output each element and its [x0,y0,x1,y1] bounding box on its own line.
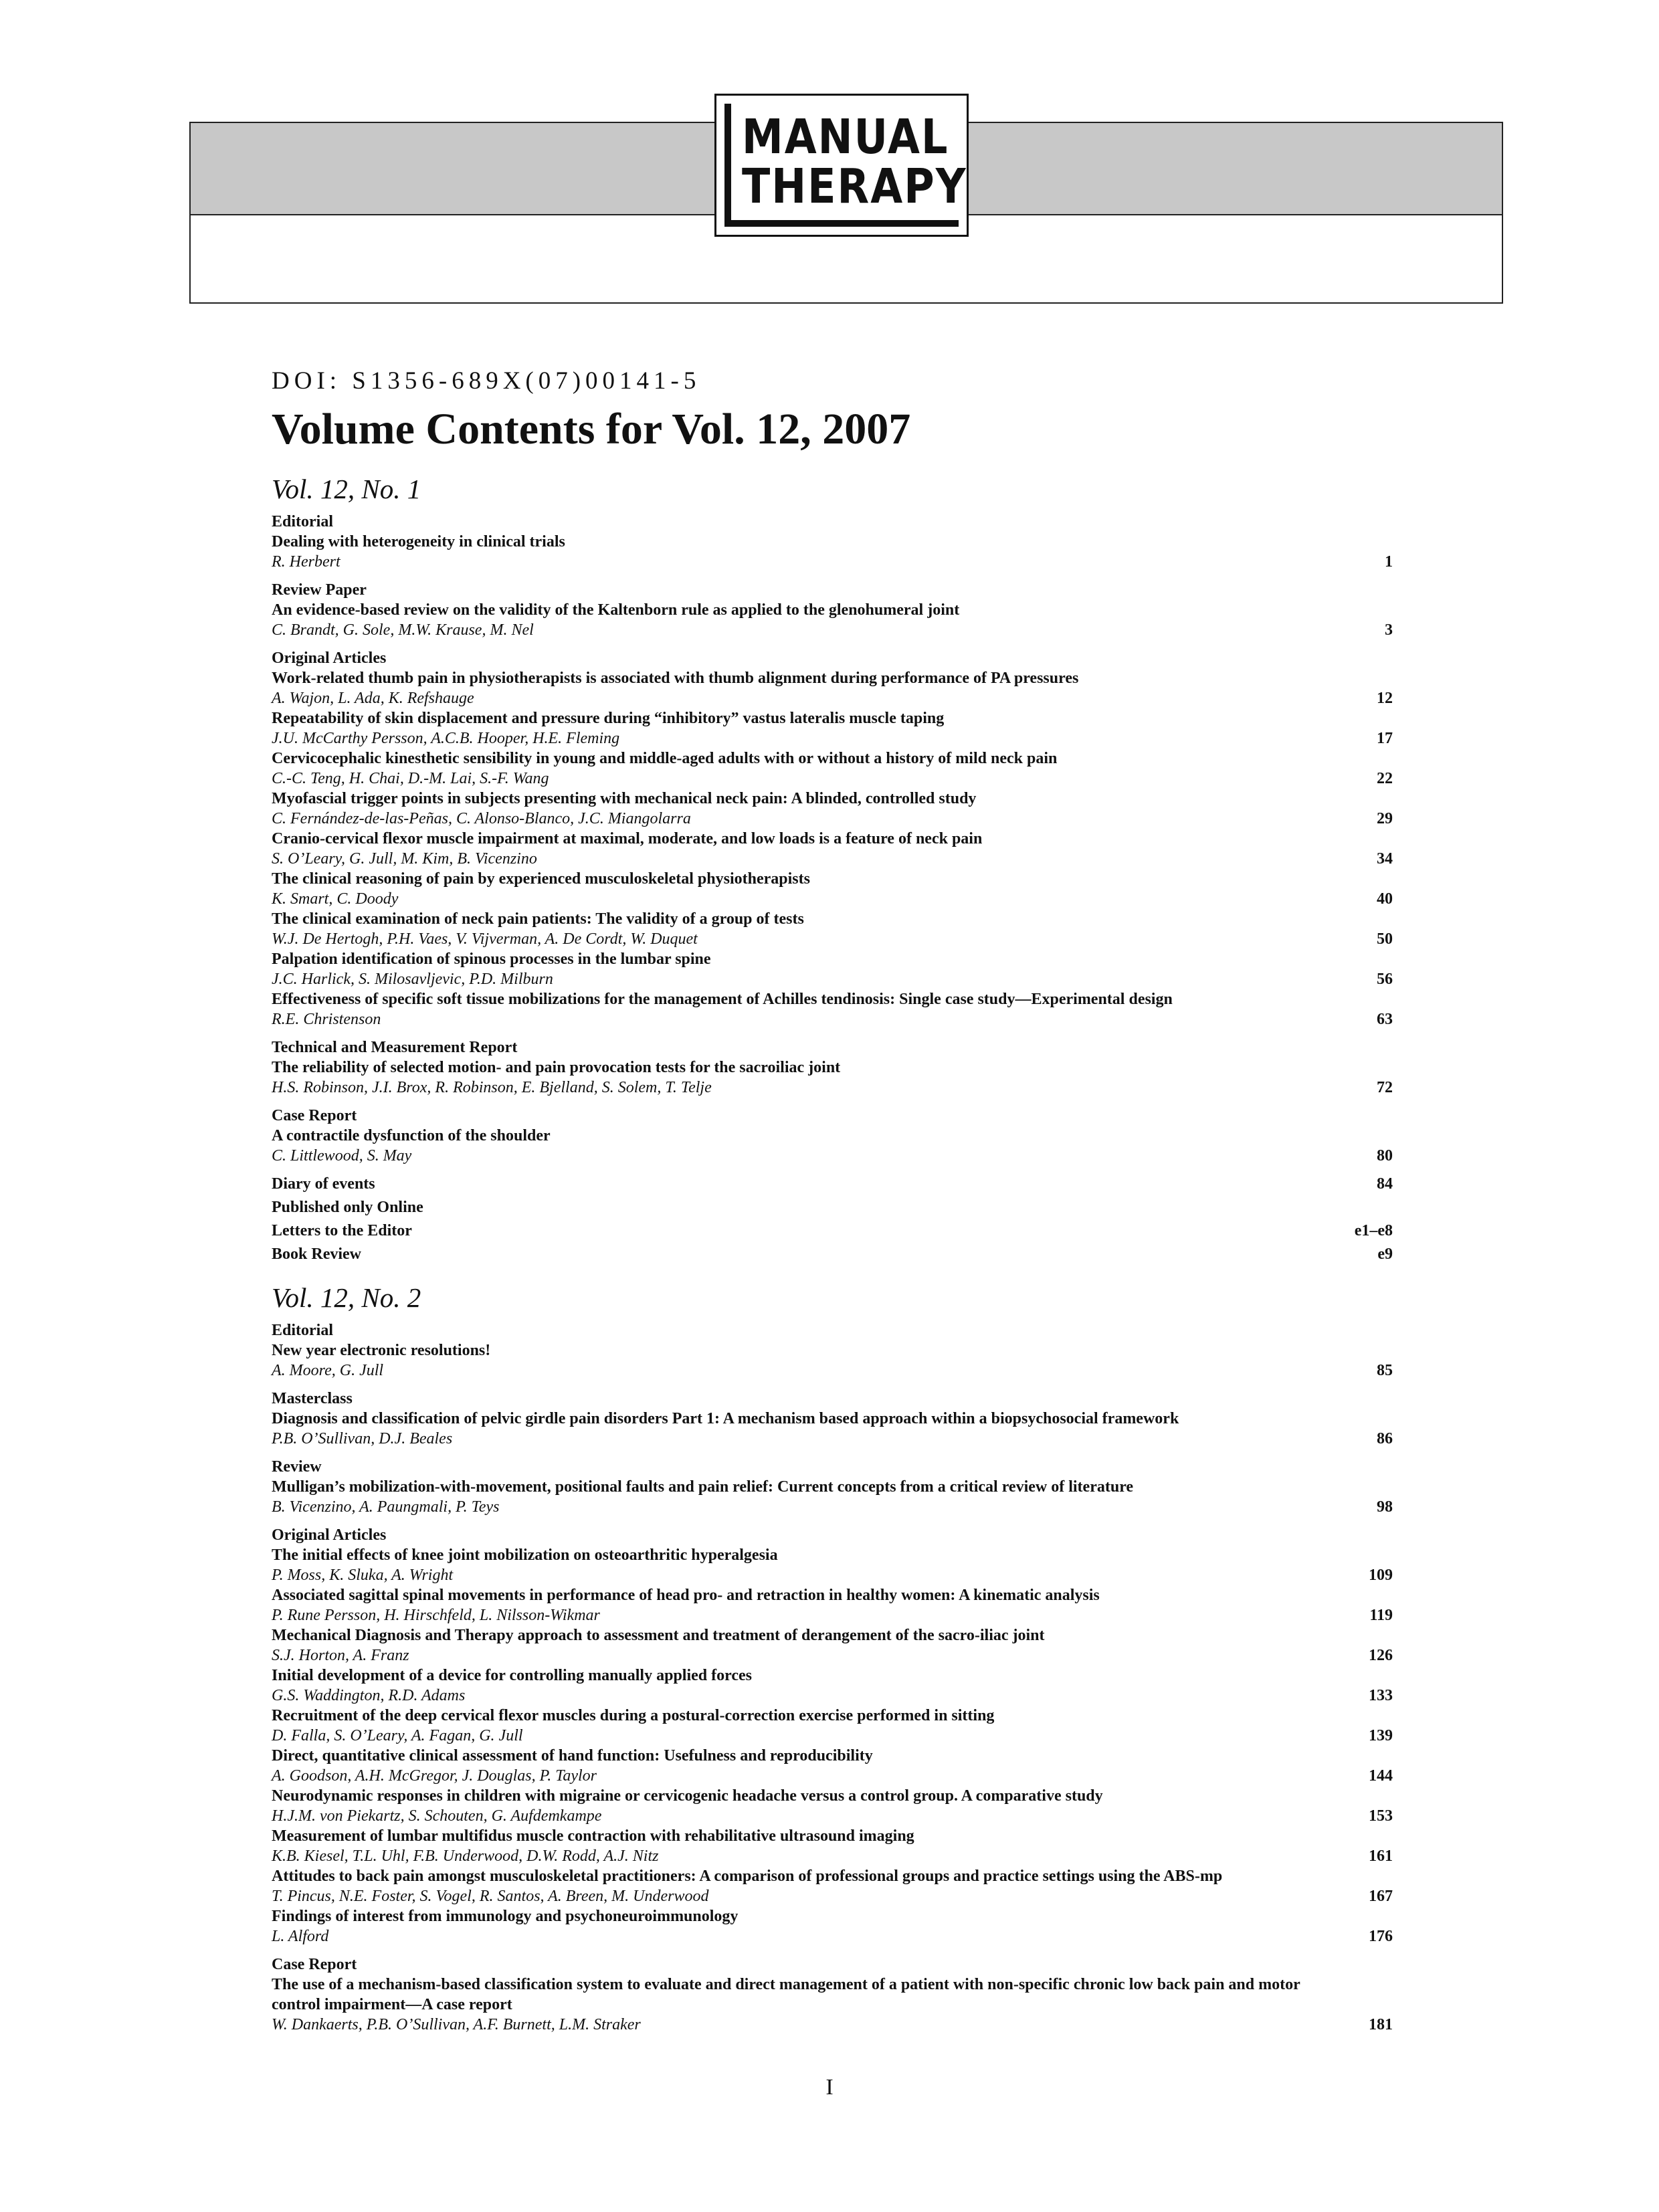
toc-section [272,1389,1393,1449]
toc-entry [272,1585,1393,1625]
article-page: 56 [1377,971,1393,988]
article-title[interactable]: An evidence-based review on the validity of the Kaltenborn rule as applied to the glenohumeral joint [272,601,960,619]
section-heading: Original Articles [272,1526,387,1544]
toc-entry [272,1706,1393,1746]
toc-entry [272,1409,1393,1449]
article-page: 17 [1377,730,1393,747]
article-authors: D. Falla, S. O’Leary, A. Fagan, G. Jull [272,1727,523,1744]
article-authors: K.B. Kiesel, T.L. Uhl, F.B. Underwood, D.W. Rodd, A.J. Nitz [272,1847,659,1865]
article-page: 167 [1369,1888,1393,1905]
article-authors: R. Herbert [272,553,340,571]
toc-entry [272,1746,1393,1786]
toc-entry [272,668,1393,708]
toc-entry [272,989,1393,1029]
article-authors: C. Fernández-de-las-Peñas, C. Alonso-Blanco, J.C. Miangolarra [272,810,691,827]
doi: DOI: S1356-689X(07)00141-5 [272,367,701,395]
toc-entry [272,1625,1393,1666]
toc-entry [272,1866,1393,1906]
article-page: 126 [1369,1647,1393,1664]
article-page: 176 [1369,1928,1393,1945]
logo-line-1: MANUAL [742,108,949,165]
article-page: 50 [1377,930,1393,948]
toc-entry [272,789,1393,829]
section-heading: Review Paper [272,581,367,599]
article-byline [272,969,1393,989]
misc-entry [272,1197,1393,1217]
article-byline [272,1766,1393,1786]
toc-entry [272,1786,1393,1826]
article-byline [272,688,1393,708]
toc-section [272,580,1393,640]
article-authors: W.J. De Hertogh, P.H. Vaes, V. Vijverman, A. De Cordt, W. Duquet [272,930,698,948]
section-heading: Original Articles [272,649,387,667]
article-page: 133 [1369,1687,1393,1704]
article-authors: H.S. Robinson, J.I. Brox, R. Robinson, E. Bjelland, S. Solem, T. Telje [272,1079,712,1096]
toc-entry [272,708,1393,748]
toc-section [272,1106,1393,1166]
article-page: 139 [1369,1727,1393,1744]
article-page: 22 [1377,770,1393,787]
article-title[interactable]: Effectiveness of specific soft tissue mobilizations for the management of Achilles tendinosis: Single case study—Experimental design [272,991,1173,1008]
article-byline [272,1726,1393,1746]
article-title[interactable]: Recruitment of the deep cervical flexor muscles during a postural-correction exercise performed in sitting [272,1707,995,1724]
article-authors: G.S. Waddington, R.D. Adams [272,1687,466,1704]
article-authors: S. O’Leary, G. Jull, M. Kim, B. Vicenzino [272,850,537,868]
article-page: 119 [1369,1607,1393,1624]
section-heading: Review [272,1458,322,1476]
article-authors: K. Smart, C. Doody [272,890,399,908]
toc-entry [272,1826,1393,1866]
article-page: 153 [1369,1807,1393,1825]
article-byline [272,620,1393,640]
section-heading: Editorial [272,1322,334,1339]
article-title[interactable]: Attitudes to back pain amongst musculoskeletal practitioners: A comparison of professional groups and practice settings using the ABS-mp [272,1868,1223,1885]
article-authors: H.J.M. von Piekartz, S. Schouten, G. Aufdemkampe [272,1807,602,1825]
issue-heading: Vol. 12, No. 2 [272,1282,421,1313]
article-page: 109 [1369,1567,1393,1584]
toc-entry [272,829,1393,869]
article-byline [272,889,1393,909]
page-number: I [825,2075,834,2100]
article-byline [272,1886,1393,1906]
page-title: Volume Contents for Vol. 12, 2007 [272,405,911,454]
misc-label: Published only Online [272,1199,423,1216]
article-title[interactable]: The reliability of selected motion- and pain provocation tests for the sacroiliac joint [272,1059,841,1076]
article-byline [272,1846,1393,1866]
misc-entry [272,1244,1393,1264]
section-heading: Editorial [272,513,334,530]
article-title[interactable]: Diagnosis and classification of pelvic girdle pain disorders Part 1: A mechanism based approach within a biopsychosocial framework [272,1410,1179,1427]
article-byline [272,929,1393,949]
article-byline [272,2015,1393,2035]
section-heading: Technical and Measurement Report [272,1039,518,1056]
article-page: 63 [1377,1011,1393,1028]
article-authors: W. Dankaerts, P.B. O’Sullivan, A.F. Burnett, L.M. Straker [272,2016,641,2033]
article-byline [272,728,1393,748]
article-byline [272,1146,1393,1166]
misc-entry [272,1174,1393,1194]
article-authors: J.U. McCarthy Persson, A.C.B. Hooper, H.E. Fleming [272,730,620,747]
toc-entry [272,949,1393,989]
volume-contents [272,470,1393,2043]
article-page: 80 [1377,1147,1393,1165]
article-authors: P. Rune Persson, H. Hirschfeld, L. Nilsson-Wikmar [272,1607,600,1624]
article-title[interactable]: A contractile dysfunction of the shoulder [272,1127,551,1144]
article-byline [272,1605,1393,1625]
article-title[interactable]: Associated sagittal spinal movements in performance of head pro- and retraction in healthy women: A kinematic analysis [272,1587,1100,1604]
article-page: 12 [1377,690,1393,707]
article-byline [272,809,1393,829]
toc-section [272,1320,1393,1381]
article-page: 29 [1377,810,1393,827]
article-title[interactable]: The clinical reasoning of pain by experienced musculoskeletal physiotherapists [272,870,810,888]
toc-entry [272,1666,1393,1706]
toc-entry [272,1545,1393,1585]
issue-block [272,1279,1393,2035]
article-authors: R.E. Christenson [272,1011,381,1028]
toc-entry [272,1126,1393,1166]
misc-entry [272,1221,1393,1241]
article-title[interactable]: Dealing with heterogeneity in clinical trials [272,533,565,550]
section-heading: Masterclass [272,1390,353,1407]
toc-entry [272,1477,1393,1517]
article-title[interactable]: Neurodynamic responses in children with migraine or cervicogenic headache versus a control group. A comparative study [272,1787,1103,1805]
misc-page: e1–e8 [1354,1222,1393,1239]
toc-section [272,1037,1393,1098]
article-byline [272,1078,1393,1098]
toc-section [272,1457,1393,1517]
toc-section [272,512,1393,572]
toc-entry [272,748,1393,789]
article-authors: A. Moore, G. Jull [272,1362,384,1379]
toc-entry [272,1975,1393,2035]
logo-line-2: THERAPY [742,158,967,215]
toc-entry [272,909,1393,949]
article-byline [272,1686,1393,1706]
article-title[interactable]: Initial development of a device for controlling manually applied forces [272,1667,752,1684]
logo-frame [724,104,967,227]
article-byline [272,1645,1393,1666]
article-title[interactable]: Cervicocephalic kinesthetic sensibility in young and middle-aged adults with or without a history of mild neck pain [272,750,1058,767]
article-page: 40 [1377,890,1393,908]
article-title[interactable]: Repeatability of skin displacement and pressure during “inhibitory” vastus lateralis muscle taping [272,710,945,727]
journal-logo [714,94,969,237]
article-page: 144 [1369,1767,1393,1785]
article-byline [272,1497,1393,1517]
article-byline [272,1926,1393,1946]
toc-entry [272,532,1393,572]
toc-entry [272,1058,1393,1098]
misc-page: 84 [1377,1175,1393,1193]
article-title[interactable]: Work-related thumb pain in physiotherapists is associated with thumb alignment during performance of PA pressures [272,670,1079,687]
misc-label: Book Review [272,1245,361,1263]
misc-label: Diary of events [272,1175,375,1193]
article-title[interactable]: Palpation identification of spinous processes in the lumbar spine [272,950,711,968]
toc-section [272,1525,1393,1946]
toc-entry [272,869,1393,909]
article-title[interactable]: Direct, quantitative clinical assessment of hand function: Usefulness and reproducibility [272,1747,873,1765]
article-byline [272,1565,1393,1585]
article-byline [272,552,1393,572]
section-heading: Case Report [272,1956,357,1973]
toc-entry [272,600,1393,640]
article-page: 98 [1377,1498,1393,1516]
toc-section [272,648,1393,1029]
issue-heading: Vol. 12, No. 1 [272,474,421,504]
article-title[interactable]: Mulligan’s mobilization-with-movement, positional faults and pain relief: Current concepts from a critical review of literature [272,1478,1134,1496]
article-title[interactable]: The use of a mechanism-based classification system to evaluate and direct management of a patient with non-specific chronic low back pain and motor control impairment—A case report [272,1976,1300,2013]
article-authors: B. Vicenzino, A. Paungmali, P. Teys [272,1498,500,1516]
article-authors: C. Littlewood, S. May [272,1147,412,1165]
article-page: 72 [1377,1079,1393,1096]
article-authors: C.-C. Teng, H. Chai, D.-M. Lai, S.-F. Wang [272,770,549,787]
article-authors: P.B. O’Sullivan, D.J. Beales [272,1430,453,1447]
article-title[interactable]: Measurement of lumbar multifidus muscle contraction with rehabilitative ultrasound imaging [272,1827,914,1845]
toc-section [272,1954,1393,2035]
article-title[interactable]: Mechanical Diagnosis and Therapy approach to assessment and treatment of derangement of the sacro-iliac joint [272,1627,1045,1644]
article-authors: C. Brandt, G. Sole, M.W. Krause, M. Nel [272,621,534,639]
misc-label: Letters to the Editor [272,1222,412,1239]
article-byline [272,1429,1393,1449]
toc-entry [272,1340,1393,1381]
article-title[interactable]: New year electronic resolutions! [272,1342,491,1359]
article-authors: T. Pincus, N.E. Foster, S. Vogel, R. Santos, A. Breen, M. Underwood [272,1888,709,1905]
article-title[interactable]: The initial effects of knee joint mobilization on osteoarthritic hyperalgesia [272,1546,778,1564]
article-byline [272,849,1393,869]
article-page: 1 [1385,553,1393,571]
article-title[interactable]: Cranio-cervical flexor muscle impairment at maximal, moderate, and low loads is a feature of neck pain [272,830,983,847]
issue-block [272,470,1393,1264]
article-byline [272,1806,1393,1826]
article-authors: A. Goodson, A.H. McGregor, J. Douglas, P. Taylor [272,1767,597,1785]
article-authors: A. Wajon, L. Ada, K. Refshauge [272,690,474,707]
article-authors: J.C. Harlick, S. Milosavljevic, P.D. Milburn [272,971,553,988]
article-page: 85 [1377,1362,1393,1379]
toc-entry [272,1906,1393,1946]
article-page: 181 [1369,2016,1393,2033]
article-byline [272,1361,1393,1381]
article-page: 3 [1385,621,1393,639]
article-byline [272,769,1393,789]
article-title[interactable]: Findings of interest from immunology and psychoneuroimmunology [272,1908,739,1925]
article-page: 86 [1377,1430,1393,1447]
misc-page: e9 [1377,1245,1393,1263]
article-title[interactable]: The clinical examination of neck pain patients: The validity of a group of tests [272,910,804,928]
article-page: 34 [1377,850,1393,868]
article-byline [272,1009,1393,1029]
article-authors: S.J. Horton, A. Franz [272,1647,409,1664]
article-authors: L. Alford [272,1928,329,1945]
article-page: 161 [1369,1847,1393,1865]
article-title[interactable]: Myofascial trigger points in subjects presenting with mechanical neck pain: A blinded, controlled study [272,790,977,807]
section-heading: Case Report [272,1107,357,1124]
article-authors: P. Moss, K. Sluka, A. Wright [272,1567,454,1584]
